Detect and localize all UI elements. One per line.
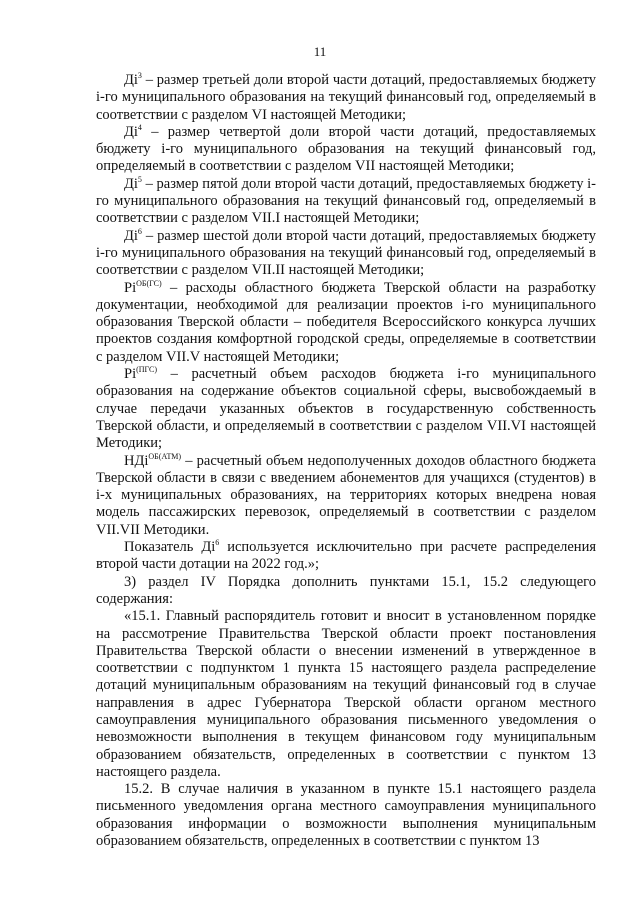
definition-d5: $Дi^5$ – размер пятой доли второй части дотаций, предоставляемых бюджету i-го муниципального образования на текущий финансовый год, определяемый в соответствии с разделом VII.I настоящей Методики; <box>96 174 596 227</box>
document-body <box>96 72 596 850</box>
definition-d4: $Дi^4$ – размер четвертой доли второй части дотаций, предоставляемых бюджету i-го муниципального образования на текущий финансовый год, определяемый в соответствии с разделом VII настоящей Методики; <box>96 122 596 175</box>
definition-nd-atm: НДi$^{ОБ(АТМ)}$ – расчетный объем недополученных доходов областного бюджета Тверской области в связи с введением абонементов для учащихся (студентов) в i-х муниципальных образованиях, на территориях которых внедрена новая модель пассажирских перевозок, определяемый в соответствии с разделом VII.VII Методики. <box>96 451 596 538</box>
page-number: 11 <box>313 44 327 59</box>
definition-d3: $Дi^3$ – размер третьей доли второй части дотаций, предоставляемых бюджету i-го муниципального образования на текущий финансовый год, определяемый в соответствии с разделом VI настоящей Методики; <box>96 71 596 123</box>
definition-d6: $Дi^6$ – размер шестой доли второй части дотаций, предоставляемых бюджету i-го муниципального образования на текущий финансовый год, определяемый в соответствии с разделом VII.II настоящей Методики; <box>96 226 596 279</box>
indicator-note: Показатель $Дi^6$ используется исключительно при расчете распределения второй части дотации на 2022 год.»; <box>96 538 596 573</box>
amendment-point-3: 3) раздел IV Порядка дополнить пунктами 15.1, 15.2 следующего содержания: <box>96 573 596 607</box>
clause-15-2: 15.2. В случае наличия в указанном в пункте 15.1 настоящего раздела письменного уведомления органа местного самоуправления муниципального образования информации о возможности выполнения муниципальным образованием обязательств, определенных в соответствии с пунктом 13 <box>96 781 596 850</box>
clause-15-1: «15.1. Главный распорядитель готовит и вносит в установленном порядке на рассмотрение Правительства Тверской области проект постановления Правительства Тверской области о внесении изменений в утвержденное в соответствии с подпунктом 1 пункта 15 настоящего раздела распределение дотаций муниципальным образованиям на текущий финансовый год в случае направления в адрес Губернатора Тверской области органом местного самоуправления муниципального образования письменного уведомления о невозможности выполнения в текущем финансовом году муниципальным образованием обязательств, определенных в соответствии с пунктом 13 настоящего раздела. <box>96 608 596 780</box>
definition-r-gs: $Рi^{ОБ(ГС)}$ – расходы областного бюджета Тверской области на разработку документации, необходимой для реализации проектов i-го муниципального образования Тверской области – победителя Всероссийского конкурса лучших проектов создания комфортной городской среды, определяемые в соответствии с разделом VII.V настоящей Методики; <box>96 278 596 365</box>
definition-r-pgs: $Рi^{(ПГС)}$ – расчетный объем расходов бюджета i-го муниципального образования на содержание объектов социальной сферы, высвобождаемый в случае передачи указанных объектов в государственную собственность Тверской области, и определяемый в соответствии с разделом VII.VI настоящей Методики; <box>96 365 596 452</box>
